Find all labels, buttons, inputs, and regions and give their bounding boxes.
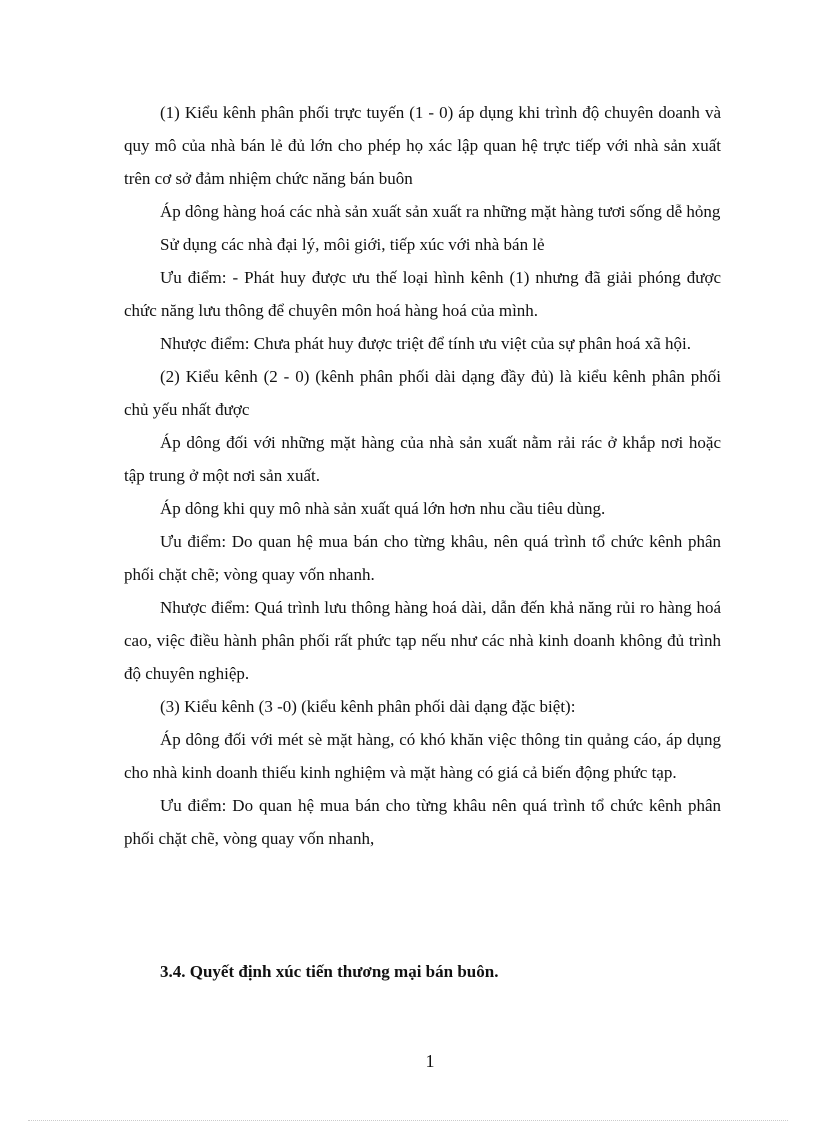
- paragraph-11: (3) Kiểu kênh (3 -0) (kiểu kênh phân phối dài dạng đặc biệt):: [160, 697, 576, 716]
- page-bottom-divider: [28, 1120, 788, 1121]
- body-text: [124, 96, 721, 855]
- page-number: 1: [425, 1051, 435, 1071]
- paragraph-8: Áp dông khi quy mô nhà sản xuất quá lớn hơn nhu cầu tiêu dùng.: [160, 499, 606, 518]
- section-heading: 3.4. Quyết định xúc tiến thương mại bán buôn.: [160, 962, 499, 981]
- paragraph-4: Ưu điểm: - Phát huy được ưu thế loại hình kênh (1) nhưng đã giải phóng được chức năng lưu thông để chuyên môn hoá hàng hoá của mình.: [124, 268, 721, 320]
- paragraph-9: Ưu điểm: Do quan hệ mua bán cho từng khâu, nên quá trình tổ chức kênh phân phối chặt chẽ; vòng quay vốn nhanh.: [124, 532, 721, 584]
- paragraph-13: Ưu điểm: Do quan hệ mua bán cho từng khâu nên quá trình tổ chức kênh phân phối chặt chẽ, vòng quay vốn nhanh,: [124, 796, 721, 848]
- paragraph-7: Áp dông đối với những mặt hàng của nhà sản xuất nằm rải rác ở khắp nơi hoặc tập trung ở một nơi sản xuất.: [124, 433, 721, 485]
- paragraph-6: (2) Kiểu kênh (2 - 0) (kênh phân phối dài dạng đầy đủ) là kiểu kênh phân phối chủ yếu nhất được: [124, 367, 721, 419]
- paragraph-3: Sử dụng các nhà đại lý, môi giới, tiếp xúc với nhà bán lẻ: [160, 235, 545, 254]
- paragraph-5: Nhược điểm: Chưa phát huy được triệt để tính ưu việt của sự phân hoá xã hội.: [160, 334, 691, 353]
- paragraph-1: (1) Kiểu kênh phân phối trực tuyến (1 - 0) áp dụng khi trình độ chuyên doanh và quy mô của nhà bán lẻ đủ lớn cho phép họ xác lập quan hệ trực tiếp với nhà sản xuất trên cơ sở đảm nhiệm chức năng bán buôn: [124, 103, 721, 188]
- paragraph-2: Áp dông hàng hoá các nhà sản xuất sản xuất ra những mặt hàng tươi sống dễ hỏng: [160, 202, 721, 221]
- paragraph-12: Áp dông đối với mét sè mặt hàng, có khó khăn việc thông tin quảng cáo, áp dụng cho nhà kinh doanh thiếu kinh nghiệm và mặt hàng có giá cả biến động phức tạp.: [124, 730, 721, 782]
- paragraph-10: Nhược điểm: Quá trình lưu thông hàng hoá dài, dẫn đến khả năng rủi ro hàng hoá cao, việc điều hành phân phối rất phức tạp nếu như các nhà kinh doanh không đủ trình độ chuyên nghiệp.: [124, 598, 721, 683]
